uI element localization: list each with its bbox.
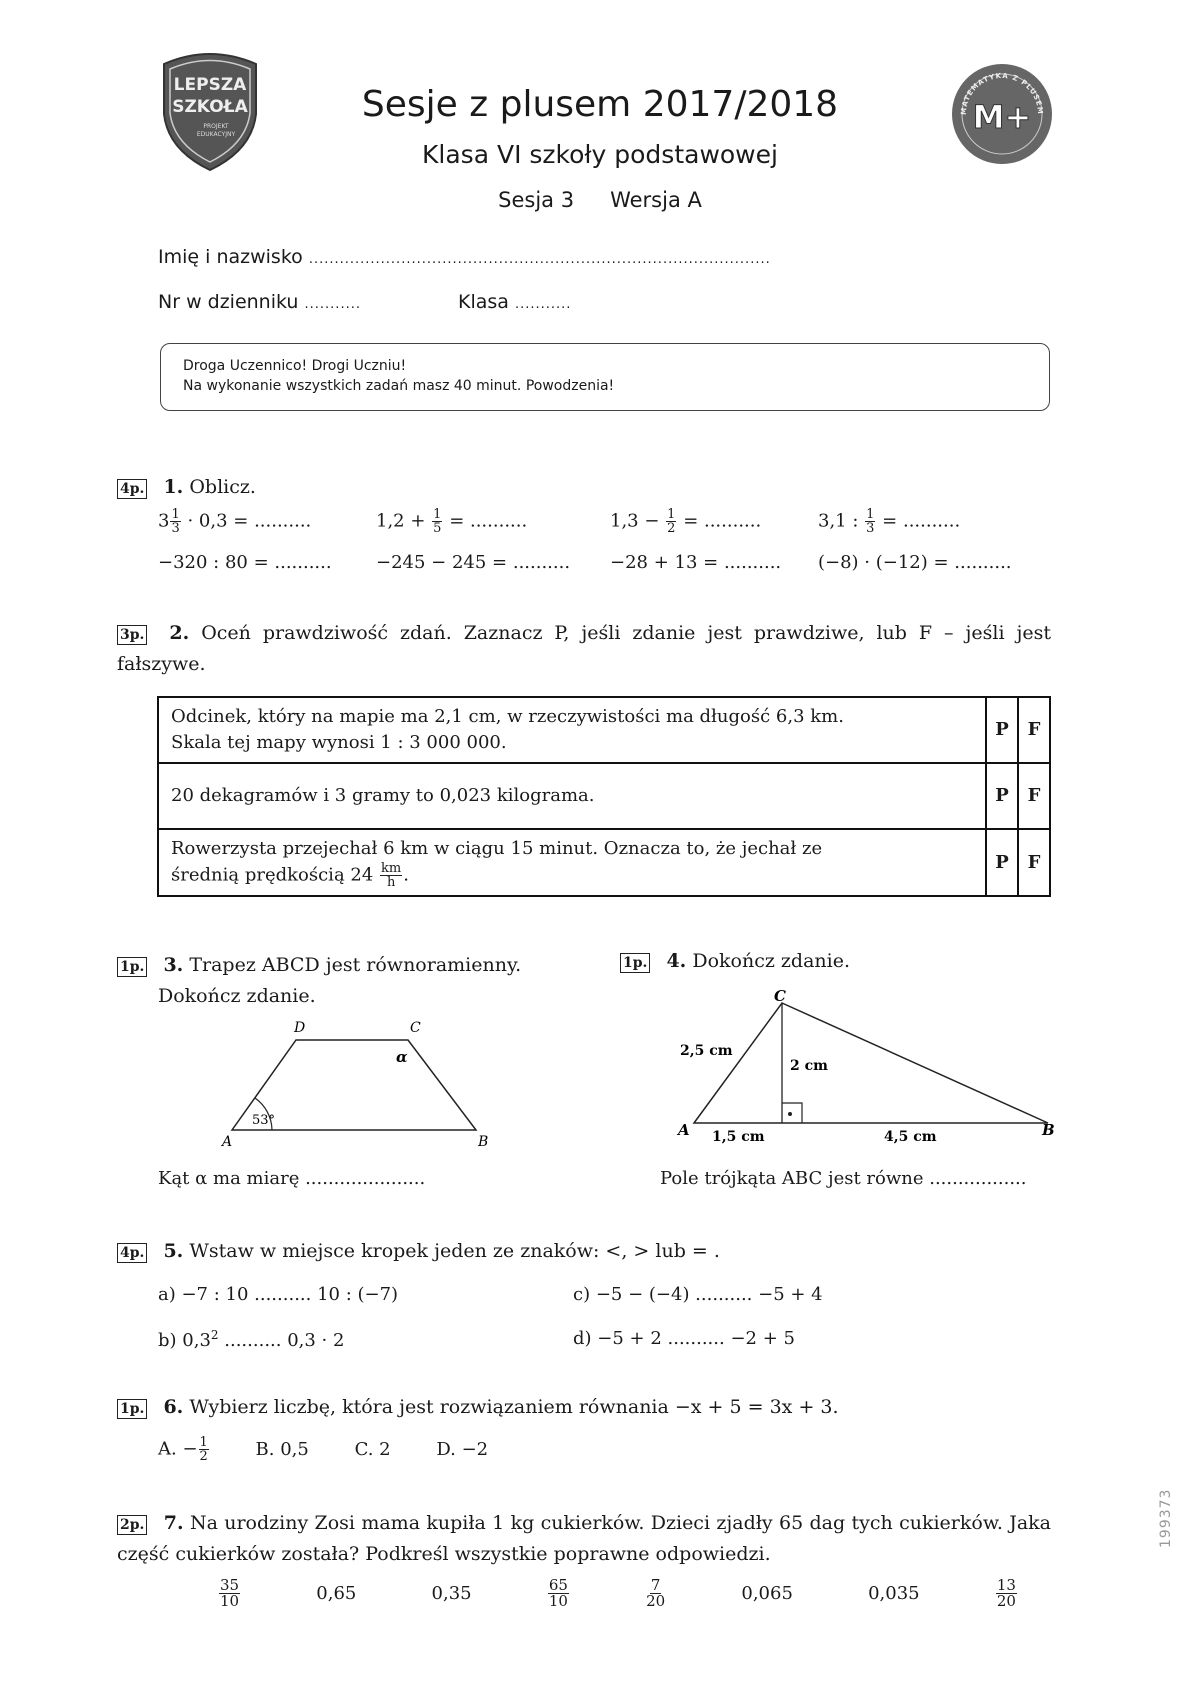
- task-4-points: 1p.: [620, 953, 650, 973]
- task-6-header: [117, 1396, 839, 1419]
- task-7-number: 7.: [163, 1512, 184, 1534]
- logo-line-1: LEPSZA: [173, 75, 247, 95]
- table-row: [158, 697, 1050, 763]
- task-5-a[interactable]: a) −7 : 10 .......... 10 : (−7): [158, 1284, 399, 1305]
- right-segment-label: 4,5 cm: [884, 1129, 937, 1145]
- logo-line-3: PROJEKT: [203, 123, 229, 130]
- task-1-expr-f: −245 − 245 = ..........: [376, 552, 571, 573]
- task-5-b[interactable]: b) $0,3^2$ .......... 0,3 · 2: [158, 1328, 345, 1351]
- page-subtitle: Klasa VI szkoły podstawowej: [422, 140, 778, 169]
- task-1-expr-g: −28 + 13 = ..........: [610, 552, 782, 573]
- option-a[interactable]: A. − $\frac{1}{2}$: [158, 1435, 208, 1464]
- table-row: [158, 763, 1050, 829]
- task-1-expr-a: [158, 508, 311, 535]
- side-ac-label: 2,5 cm: [680, 1043, 733, 1059]
- answer-0-35[interactable]: 0,35: [431, 1583, 472, 1604]
- option-b[interactable]: B. 0,5: [255, 1438, 309, 1460]
- journal-dots: ...........: [304, 297, 361, 312]
- trapezoid-diagram: [200, 1010, 510, 1150]
- name-label: Imię i nazwisko: [158, 246, 303, 268]
- logo-mark: M+: [972, 98, 1032, 136]
- mixed-whole: 3: [158, 510, 170, 532]
- vertex-c: C: [774, 987, 786, 1005]
- notice-line-2: Na wykonanie wszystkich zadań masz 40 minut. Powodzenia!: [183, 378, 615, 394]
- page-title: Sesje z plusem 2017/2018: [361, 84, 839, 125]
- task-7-answers: [218, 1578, 1018, 1609]
- false-option-2[interactable]: F: [1018, 763, 1050, 829]
- task-3-text-2: Dokończ zdanie.: [158, 985, 316, 1007]
- true-option-1[interactable]: P: [986, 697, 1018, 763]
- class-label: Klasa: [458, 291, 509, 313]
- logo-ring-text: MATEMATYKA Z PLUSEM: [959, 71, 1045, 116]
- task-1-header: [117, 476, 256, 499]
- task-1-expr-c: 1,3 − $\frac{1}{2}$ = ..........: [610, 507, 762, 536]
- task-5-points: 4p.: [117, 1243, 147, 1263]
- true-false-table: [157, 696, 1051, 897]
- answer-0-065[interactable]: 0,065: [741, 1583, 793, 1604]
- answer-7-20[interactable]: $\frac{7}{20}$: [646, 1576, 666, 1610]
- logo-line-4: EDUKACYJNY: [196, 131, 236, 138]
- task-5-d[interactable]: d) −5 + 2 .......... −2 + 5: [573, 1328, 795, 1349]
- version-label: Wersja A: [610, 188, 702, 212]
- statement-1: Odcinek, który na mapie ma 2,1 cm, w rzeczywistości ma długość 6,3 km. Skala tej mapy wynosi 1 : 3 000 000.: [158, 697, 986, 763]
- true-option-3[interactable]: P: [986, 829, 1018, 896]
- journal-label: Nr w dzienniku: [158, 291, 299, 313]
- task-5-c[interactable]: c) −5 − (−4) .......... −5 + 4: [573, 1284, 823, 1305]
- task-6-number: 6.: [163, 1396, 184, 1418]
- side-code: 199373: [1158, 1488, 1174, 1548]
- task-6-points: 1p.: [117, 1399, 147, 1419]
- false-option-3[interactable]: F: [1018, 829, 1050, 896]
- task-6-options: [158, 1436, 528, 1463]
- task-2-text: Oceń prawdziwość zdań. Zaznacz P, jeśli zdanie jest prawdziwe, lub F – jeśli jest fałszywe.: [117, 622, 1051, 675]
- task-1-points: 4p.: [117, 479, 147, 499]
- unit-km-per-h: $\frac{km}{h}$: [381, 861, 402, 890]
- task-1-expr-e: −320 : 80 = ..........: [158, 552, 332, 573]
- answer-0-035[interactable]: 0,035: [868, 1583, 920, 1604]
- option-c[interactable]: C. 2: [354, 1438, 391, 1460]
- answer-35-10[interactable]: $\frac{35}{10}$: [220, 1576, 240, 1610]
- name-dots: ..........................................................................................: [308, 252, 771, 267]
- task-1-expr-b: 1,2 + $\frac{1}{5}$ = ..........: [376, 507, 528, 536]
- fraction-1-2: $\frac{1}{2}$: [667, 507, 676, 536]
- angle-53-label: 53°: [252, 1113, 276, 1128]
- answer-0-65[interactable]: 0,65: [316, 1583, 357, 1604]
- task-2-points: 3p.: [117, 625, 147, 645]
- task-5-number: 5.: [163, 1240, 184, 1262]
- task-1-expr-d: 3,1 : $\frac{1}{3}$ = ..........: [818, 507, 961, 536]
- vertex-a: A: [678, 1121, 690, 1139]
- logo-line-2: SZKOŁA: [172, 97, 248, 117]
- task-3-text-1: Trapez ABCD jest równoramienny.: [189, 954, 522, 976]
- task-6-text: Wybierz liczbę, która jest rozwiązaniem równania −x + 5 = 3x + 3.: [189, 1396, 839, 1418]
- notice-box: [160, 343, 1050, 411]
- table-row: [158, 829, 1050, 896]
- left-segment-label: 1,5 cm: [712, 1129, 765, 1145]
- vertex-c: C: [410, 1020, 421, 1036]
- false-option-1[interactable]: F: [1018, 697, 1050, 763]
- class-dots: ...........: [514, 297, 572, 312]
- task-3-answer[interactable]: Kąt α ma miarę .....................: [158, 1168, 426, 1189]
- vertex-d: D: [294, 1020, 306, 1036]
- vertex-a: A: [222, 1134, 233, 1150]
- task-4-header: [620, 950, 850, 973]
- vertex-b: B: [478, 1134, 489, 1150]
- name-field[interactable]: [158, 246, 771, 268]
- expr-a-rest: · 0,3 = ..........: [187, 510, 312, 532]
- task-1-number: 1.: [163, 476, 184, 498]
- angle-alpha-label: α: [396, 1048, 408, 1066]
- task-4-number: 4.: [666, 950, 687, 972]
- task-5-text: Wstaw w miejsce kropek jeden ze znaków: <, > lub = .: [189, 1240, 720, 1262]
- task-7-points: 2p.: [117, 1515, 147, 1535]
- vertex-b: B: [1042, 1121, 1055, 1139]
- task-2-number: 2.: [169, 622, 190, 644]
- task-4-text: Dokończ zdanie.: [692, 950, 850, 972]
- session-line: [0, 188, 1200, 212]
- task-7-header: [117, 1508, 1051, 1570]
- task-3-header: [117, 950, 557, 1012]
- answer-13-20[interactable]: $\frac{13}{20}$: [996, 1576, 1016, 1610]
- fraction-1-3-b: $\frac{1}{3}$: [866, 507, 875, 536]
- notice-line-1: Droga Uczennico! Drogi Uczniu!: [183, 358, 407, 374]
- true-option-2[interactable]: P: [986, 763, 1018, 829]
- task-1-expr-h: (−8) · (−12) = ..........: [818, 552, 1012, 573]
- task-1-text: Oblicz.: [189, 476, 256, 498]
- fraction-1-2: $\frac{1}{2}$: [199, 1435, 208, 1464]
- statement-2: 20 dekagramów i 3 gramy to 0,023 kilograma.: [158, 763, 986, 829]
- triangle-diagram: [670, 985, 1060, 1145]
- journal-field[interactable]: [158, 291, 361, 313]
- answer-65-10[interactable]: $\frac{65}{10}$: [548, 1576, 568, 1610]
- fraction-1-5: $\frac{1}{5}$: [433, 507, 442, 536]
- statement-3: Rowerzysta przejechał 6 km w ciągu 15 minut. Oznacza to, że jechał ze średnią prędkością 24 $\frac{km}{h}$ .: [158, 829, 986, 896]
- task-4-answer[interactable]: Pole trójkąta ABC jest równe .................: [660, 1168, 1027, 1189]
- task-3-number: 3.: [163, 954, 184, 976]
- task-2-header: [117, 618, 1051, 680]
- session-label: Sesja 3: [498, 188, 575, 212]
- task-3-points: 1p.: [117, 957, 147, 977]
- option-d[interactable]: D. −2: [436, 1438, 489, 1460]
- task-7-line-2: Jaka część cukierków została? Podkreśl wszystkie poprawne odpowiedzi.: [117, 1512, 1052, 1565]
- task-5-header: [117, 1240, 720, 1263]
- height-label: 2 cm: [790, 1058, 828, 1074]
- class-field[interactable]: [458, 291, 571, 313]
- task-7-line-1: Na urodziny Zosi mama kupiła 1 kg cukierków. Dzieci zjadły 65 dag tych cukierków.: [189, 1512, 1003, 1534]
- fraction-1-3: $\frac{1}{3}$: [171, 507, 180, 536]
